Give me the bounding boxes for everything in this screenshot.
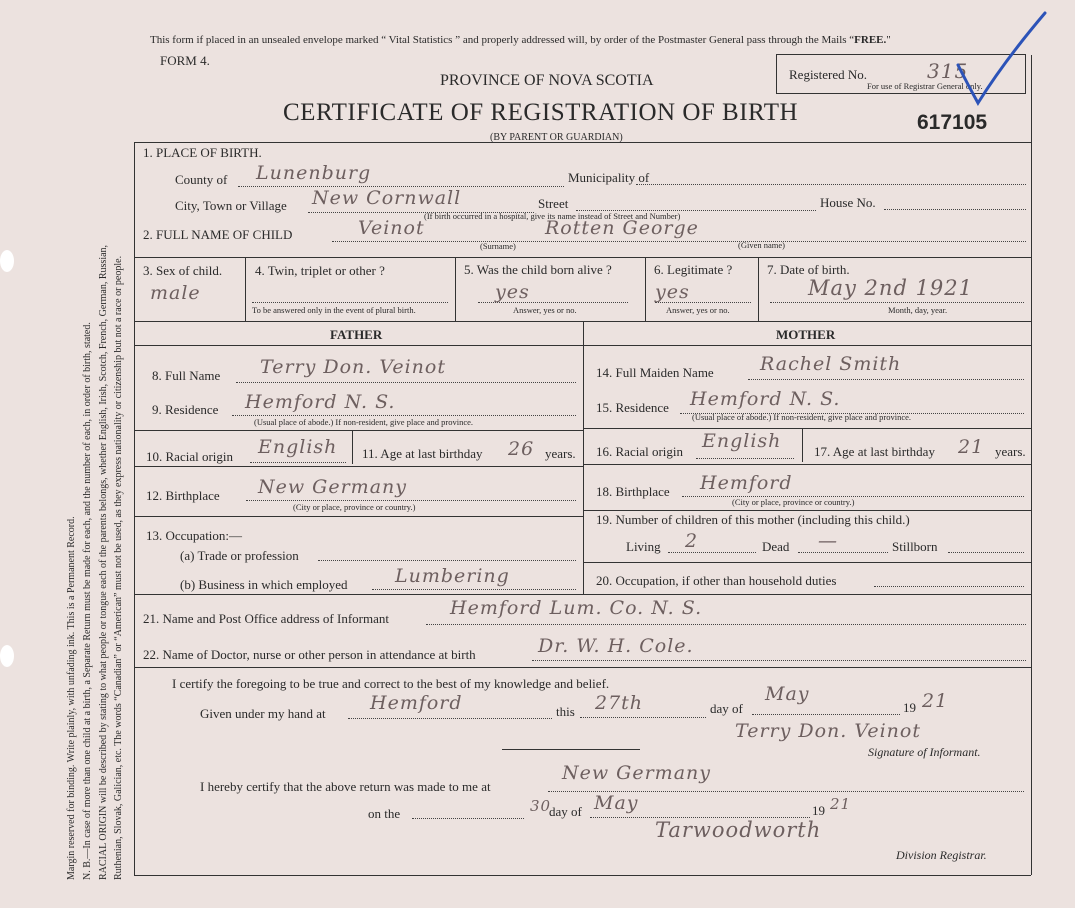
father-birthplace-label: 12. Birthplace [146,488,220,503]
county-label: County of [175,172,228,187]
doctor-value: Dr. W. H. Cole. [538,635,694,657]
mother-age-unit: years. [995,444,1026,459]
alive-value: yes [495,281,530,303]
registrar-year-value: 21 [830,795,852,813]
informant-signature: Terry Don. Veinot [735,720,921,742]
this-label: this [556,704,575,719]
mother-race-label: 16. Racial origin [596,444,684,459]
father-birthplace-note: (City or place, province or country.) [293,502,416,512]
registrar-signature: Tarwoodworth [655,818,822,842]
given-year-value: 21 [922,690,949,712]
mother-race-value: English [702,430,782,452]
mother-birthplace-note: (City or place, province or country.) [732,497,855,507]
trade-label: (a) Trade or profession [180,548,299,563]
informant-label: 21. Name and Post Office address of Informant [143,611,389,626]
left-border [134,142,135,875]
mother-residence-value: Hemford N. S. [690,388,841,410]
legitimate-note: Answer, yes or no. [666,305,730,315]
given-place-value: Hemford [370,692,463,714]
birthdate-label: 7. Date of birth. [767,262,850,277]
given-year-prefix: 19 [903,700,916,715]
mother-name-label: 14. Full Maiden Name [596,365,714,380]
stillborn-label: Stillborn [892,539,938,554]
mother-residence-label: 15. Residence [596,400,669,415]
street-label: Street [538,196,569,211]
given-day-value: 27th [595,692,644,714]
father-name-label: 8. Full Name [152,368,221,383]
dead-value: — [818,530,838,552]
binding-hole [0,645,14,667]
registrar-day-value: 30 [530,797,552,815]
mother-occupation-label: 20. Occupation, if other than household duties [596,573,837,588]
certify-text: I certify the foregoing to be true and correct to the best of my knowledge and belief. [172,676,610,691]
living-label: Living [626,539,661,554]
registrar-certify-text: I hereby certify that the above return was made to me at [200,779,491,794]
mother-birthplace-value: Hemford [700,472,793,494]
father-residence-label: 9. Residence [152,402,219,417]
child-name-label: 2. FULL NAME OF CHILD [143,227,293,242]
given-under-label: Given under my hand at [200,706,326,721]
occupation-label: 13. Occupation:— [146,528,243,543]
registrar-month-value: May [594,792,639,814]
alive-label: 5. Was the child born alive ? [464,262,612,277]
father-race-value: English [258,436,338,458]
father-age-label: 11. Age at last birthday [362,446,483,461]
given-month-value: May [765,683,810,705]
registrar-year-prefix: 19 [812,803,825,818]
registrar-place-value: New Germany [562,762,711,784]
bottom-border [134,875,1031,876]
father-age-unit: years. [545,446,576,461]
doctor-label: 22. Name of Doctor, nurse or other person in attendance at birth [143,647,476,662]
child-given-value: Rotten George [545,217,699,239]
twin-note: To be answered only in the event of plural birth. [252,305,416,315]
registered-number: 315 [927,59,969,83]
top-border [134,142,1031,143]
father-age-value: 26 [508,438,535,460]
father-heading: FATHER [330,327,383,342]
father-race-label: 10. Racial origin [146,449,234,464]
legitimate-label: 6. Legitimate ? [654,262,733,277]
legitimate-value: yes [655,281,690,303]
mother-birthplace-label: 18. Birthplace [596,484,670,499]
given-dayof-label: day of [710,701,743,716]
side-note-2: N. B.—In case of more than one child at a birth, a Separate Return must be made for each, and the number of each, in order of birth, stated. [82,322,93,880]
registrar-dayof-label: day of [549,804,582,819]
right-border [1031,55,1032,875]
place-heading: 1. PLACE OF BIRTH. [143,145,262,160]
house-label: House No. [820,195,876,210]
serial-number: 617105 [917,111,988,134]
check-mark-icon [950,5,1050,115]
father-name-value: Terry Don. Veinot [260,356,446,378]
side-note-1: Margin reserved for binding. Write plainly, with unfading ink. This is a Permanent Record. [66,516,77,880]
child-surname-value: Veinot [358,217,425,239]
certificate-subtitle: (BY PARENT OR GUARDIAN) [490,132,623,143]
mother-age-value: 21 [958,436,985,458]
children-count-label: 19. Number of children of this mother (including this child.) [596,512,910,527]
mother-residence-note: (Usual place of abode.) If non-resident, give place and province. [692,412,912,422]
father-residence-note: (Usual place of abode.) If non-resident, give place and province. [254,417,474,427]
postal-notice: This form if placed in an unsealed envelope marked “ Vital Statistics ” and properly addressed will, by order of the Postmaster General pass through the Mails “FREE." [150,34,891,46]
mother-age-label: 17. Age at last birthday [814,444,935,459]
side-note-4: Ruthenian, Slovak, Galician, etc. The words “Canadian” or “American” must not be used, as they express nationality or citizenship but not a race or people. [113,255,124,880]
binding-hole [0,250,14,272]
father-residence-value: Hemford N. S. [245,391,396,413]
birthdate-value: May 2nd 1921 [808,276,974,300]
alive-note: Answer, yes or no. [513,305,577,315]
registrar-signature-label: Division Registrar. [896,848,987,862]
informant-signature-label: Signature of Informant. [868,745,981,759]
mother-heading: MOTHER [776,327,836,342]
certificate-title: CERTIFICATE OF REGISTRATION OF BIRTH [283,99,799,126]
side-note-3: RACIAL ORIGIN will be described by stating to what people or tongue each of the parents belongs, whether English, Irish, Scotch, French, German, Russian, [98,244,109,880]
mother-name-value: Rachel Smith [760,353,902,375]
municipality-label: Municipality of [568,170,650,185]
county-value: Lunenburg [256,162,372,184]
business-value: Lumbering [395,565,510,587]
given-note: (Given name) [738,240,785,250]
twin-label: 4. Twin, triplet or other ? [255,263,385,278]
form-number: FORM 4. [160,53,210,68]
surname-note: (Surname) [480,241,516,251]
living-value: 2 [685,530,699,552]
hospital-note: (If birth occurred in a hospital, give its name instead of Street and Number) [424,211,681,221]
registered-label: Registered No. [789,67,867,82]
sex-value: male [150,282,201,304]
city-label: City, Town or Village [175,198,287,213]
informant-value: Hemford Lum. Co. N. S. [450,597,703,619]
sex-label: 3. Sex of child. [143,263,223,278]
dead-label: Dead [762,539,790,554]
business-label: (b) Business in which employed [180,577,348,592]
registrar-note: For use of Registrar General only. [867,81,983,91]
onthe-label: on the [368,806,401,821]
birthdate-note: Month, day, year. [888,305,948,315]
city-value: New Cornwall [312,187,462,209]
province-heading: PROVINCE OF NOVA SCOTIA [440,72,654,89]
father-birthplace-value: New Germany [258,476,407,498]
